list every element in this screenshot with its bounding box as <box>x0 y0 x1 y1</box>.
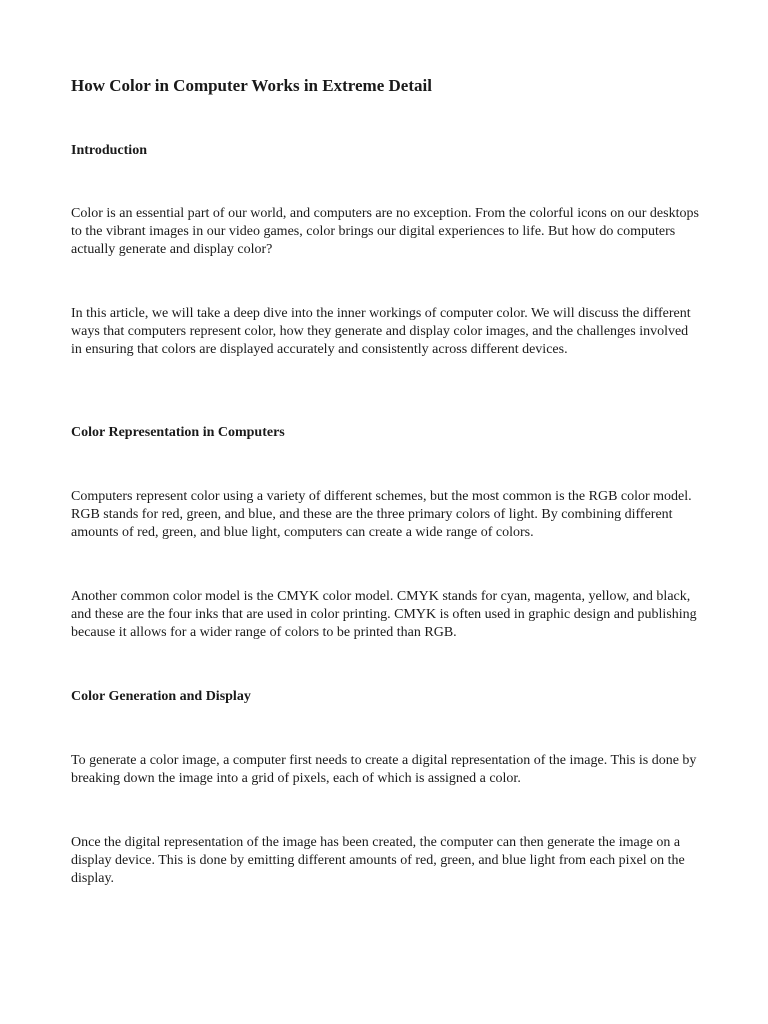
paragraph-introduction-2: In this article, we will take a deep dive into the inner workings of computer color. We will discuss the different ways that computers represent color, how they generate and display color images, and the challenges involved in ensuring that colors are displayed accurately and consistently across different devices. <box>71 306 691 357</box>
section-heading-introduction: Introduction <box>71 143 147 158</box>
paragraph-color-generation-1: To generate a color image, a computer first needs to create a digital representation of the image. This is done by breaking down the image into a grid of pixels, each of which is assigned a color. <box>71 753 697 786</box>
paragraph-color-generation-2: Once the digital representation of the image has been created, the computer can then generate the image on a display device. This is done by emitting different amounts of red, green, and blue light from each pixel on the display. <box>71 835 685 886</box>
section-heading-color-generation: Color Generation and Display <box>71 689 251 704</box>
paragraph-color-representation-2: Another common color model is the CMYK color model. CMYK stands for cyan, magenta, yellow, and black, and these are the four inks that are used in color printing. CMYK is often used in graphic design and publishing because it allows for a wider range of colors to be printed than RGB. <box>71 589 697 640</box>
paragraph-color-representation-1: Computers represent color using a variety of different schemes, but the most common is the RGB color model. RGB stands for red, green, and blue, and these are the three primary colors of light. By combining different amounts of red, green, and blue light, computers can create a wide range of colors. <box>71 489 692 540</box>
document-title: How Color in Computer Works in Extreme Detail <box>71 76 432 95</box>
paragraph-introduction-1: Color is an essential part of our world, and computers are no exception. From the colorful icons on our desktops to the vibrant images in our video games, color brings our digital experiences to life. But how do computers actually generate and display color? <box>71 206 699 257</box>
section-heading-color-representation: Color Representation in Computers <box>71 425 285 440</box>
